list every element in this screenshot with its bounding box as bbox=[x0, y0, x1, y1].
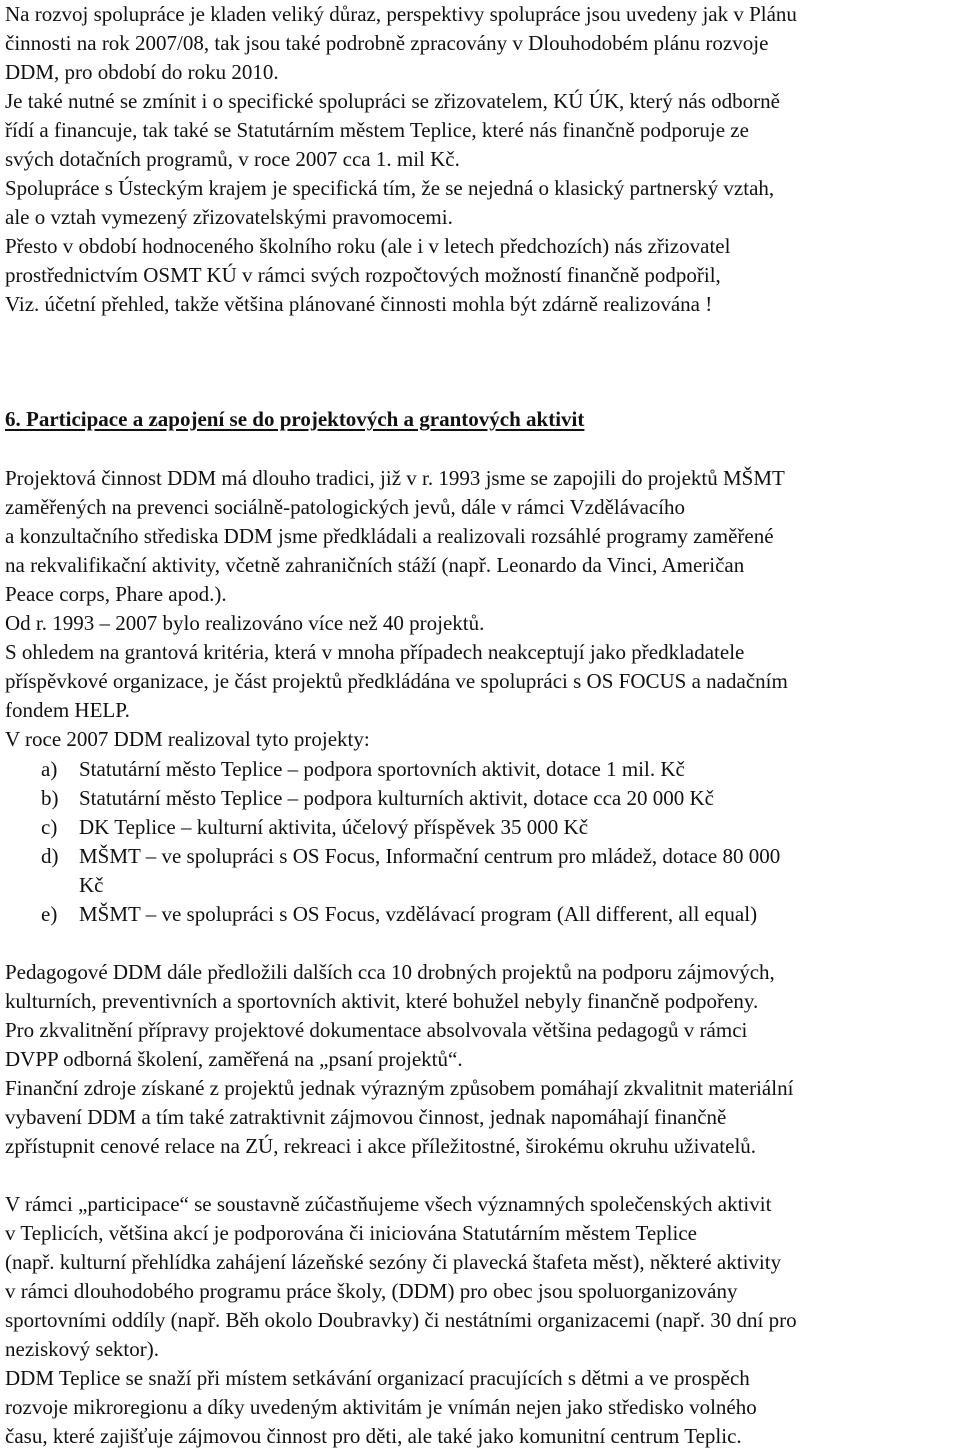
list-item-text: MŠMT – ve spolupráci s OS Focus, Informační centrum pro mládež, dotace 80 000 bbox=[79, 844, 781, 868]
participation-line: DDM Teplice se snaží při místem setkávání organizací pracujících s dětmi a ve prospěch bbox=[5, 1366, 750, 1390]
intro-line: Je také nutné se zmínit i o specifické spolupráci se zřizovatelem, KÚ ÚK, který nás odborně bbox=[5, 89, 781, 113]
list-item-label: c) bbox=[41, 815, 58, 839]
intro-line: svých dotačních programů, v roce 2007 cca 1. mil Kč. bbox=[5, 147, 460, 171]
intro-line: řídí a financuje, tak také se Statutárním městem Teplice, které nás finančně podporuje ze bbox=[5, 118, 749, 142]
pedagogues-line: Finanční zdroje získané z projektů jednak výrazným způsobem pomáhají zkvalitnit materiální bbox=[5, 1076, 794, 1100]
intro-line: Přesto v období hodnoceného školního roku (ale i v letech předchozích) nás zřizovatel bbox=[5, 234, 731, 258]
projects-line: V roce 2007 DDM realizoval tyto projekty: bbox=[5, 727, 370, 751]
participation-line: (např. kulturní přehlídka zahájení lázeňské sezóny či plavecká štafeta měst), některé aktivity bbox=[5, 1250, 782, 1274]
projects-line: Peace corps, Phare apod.). bbox=[5, 582, 227, 606]
list-item-text: DK Teplice – kulturní aktivita, účelový příspěvek 35 000 Kč bbox=[79, 815, 589, 839]
list-item-label: e) bbox=[41, 902, 58, 926]
participation-line: času, které zajišťuje zájmovou činnost pro děti, ale také jako komunitní centrum Teplic. bbox=[5, 1424, 742, 1448]
projects-line: příspěvkové organizace, je část projektů předkládána ve spolupráci s OS FOCUS a nadačním bbox=[5, 669, 788, 693]
list-item-label: b) bbox=[41, 786, 59, 810]
participation-line: sportovními oddíly (např. Běh okolo Doubravky) či nestátními organizacemi (např. 30 dní pro bbox=[5, 1308, 797, 1332]
pedagogues-line: Pro zkvalitnění přípravy projektové dokumentace absolvovala většina pedagogů v rámci bbox=[5, 1018, 748, 1042]
projects-line: fondem HELP. bbox=[5, 698, 130, 722]
participation-line: v Teplicích, většina akcí je podporována či iniciována Statutárním městem Teplice bbox=[5, 1221, 697, 1245]
participation-line: V rámci „participace“ se soustavně zúčastňujeme všech významných společenských aktivit bbox=[5, 1192, 772, 1216]
projects-line: a konzultačního střediska DDM jsme předkládali a realizovali rozsáhlé programy zaměřené bbox=[5, 524, 774, 548]
projects-line: Projektová činnost DDM má dlouho tradici, již v r. 1993 jsme se zapojili do projektů MŠMT bbox=[5, 466, 785, 490]
pedagogues-line: zpřístupnit cenové relace na ZÚ, rekreaci i akce příležitostné, širokému okruhu uživatelů. bbox=[5, 1134, 757, 1158]
pedagogues-line: Pedagogové DDM dále předložili dalších cca 10 drobných projektů na podporu zájmových, bbox=[5, 960, 775, 984]
list-item-label: a) bbox=[41, 757, 58, 781]
pedagogues-line: DVPP odborná školení, zaměřená na „psaní projektů“. bbox=[5, 1047, 463, 1071]
intro-line: Na rozvoj spolupráce je kladen veliký důraz, perspektivy spolupráce jsou uvedeny jak v Plánu bbox=[5, 2, 797, 26]
intro-line: ale o vztah vymezený zřizovatelskými pravomocemi. bbox=[5, 205, 453, 229]
list-item-text: MŠMT – ve spolupráci s OS Focus, vzdělávací program (All different, all equal) bbox=[79, 902, 758, 926]
intro-line: prostřednictvím OSMT KÚ v rámci svých rozpočtových možností finančně podpořil, bbox=[5, 263, 721, 287]
intro-line: činnosti na rok 2007/08, tak jsou také podrobně zpracovány v Dlouhodobém plánu rozvoje bbox=[5, 31, 769, 55]
list-item-label: d) bbox=[41, 844, 59, 868]
participation-line: rozvoje mikroregionu a díky uvedeným aktivitám je vnímán nejen jako středisko volného bbox=[5, 1395, 757, 1419]
list-item-text: Statutární město Teplice – podpora sportovních aktivit, dotace 1 mil. Kč bbox=[79, 757, 685, 781]
list-item-text: Kč bbox=[79, 873, 104, 897]
pedagogues-line: kulturních, preventivních a sportovních aktivit, které bohužel nebyly finančně podpořeny. bbox=[5, 989, 759, 1013]
intro-line: Spolupráce s Ústeckým krajem je specifická tím, že se nejedná o klasický partnerský vztah, bbox=[5, 176, 775, 200]
projects-line: S ohledem na grantová kritéria, která v mnoha případech neakceptují jako předkladatele bbox=[5, 640, 745, 664]
intro-line: DDM, pro období do roku 2010. bbox=[5, 60, 279, 84]
projects-line: na rekvalifikační aktivity, včetně zahraničních stáží (např. Leonardo da Vinci, Američan bbox=[5, 553, 745, 577]
section-heading: 6. Participace a zapojení se do projektových a grantových aktivit bbox=[5, 407, 585, 431]
participation-line: v rámci dlouhodobého programu práce školy, (DDM) pro obec jsou spoluorganizovány bbox=[5, 1279, 738, 1303]
projects-line: zaměřených na prevenci sociálně-patologických jevů, dále v rámci Vzdělávacího bbox=[5, 495, 686, 519]
pedagogues-line: vybavení DDM a tím také zatraktivnit zájmovou činnost, jednak napomáhají finančně bbox=[5, 1105, 727, 1129]
intro-line: Viz. účetní přehled, takže většina plánované činnosti mohla být zdárně realizována ! bbox=[5, 292, 713, 316]
list-item-text: Statutární město Teplice – podpora kulturních aktivit, dotace cca 20 000 Kč bbox=[79, 786, 714, 810]
projects-line: Od r. 1993 – 2007 bylo realizováno více než 40 projektů. bbox=[5, 611, 485, 635]
participation-line: neziskový sektor). bbox=[5, 1337, 159, 1361]
